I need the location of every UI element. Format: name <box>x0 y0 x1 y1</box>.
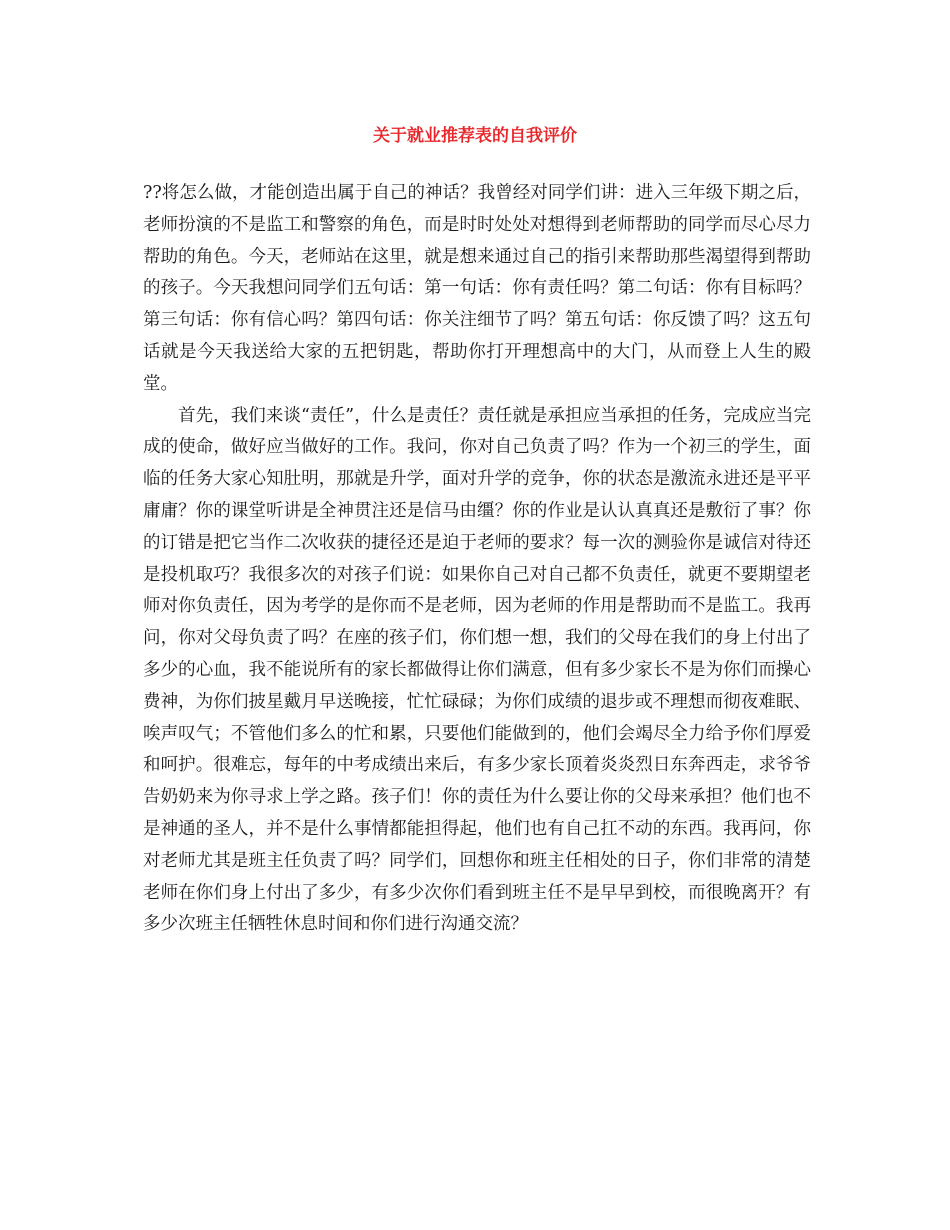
paragraph-intro: ??将怎么做，才能创造出属于自己的神话？我曾经对同学们讲：进入三年级下期之后，老师扮演的不是监工和警察的角色，而是时时处处对想得到老师帮助的同学而尽心尽力帮助的角色。今天，老师站在这里，就是想来通过自己的指引来帮助那些渴望得到帮助的孩子。今天我想问同学们五句话：第一句话：你有责任吗？第二句话：你有目标吗？第三句话：你有信心吗？第四句话：你关注细节了吗？第五句话：你反馈了吗？这五句话就是今天我送给大家的五把钥匙，帮助你打开理想高中的大门，从而登上人生的殿堂。 <box>143 183 811 394</box>
document-title: 关于就业推荐表的自我评价 <box>373 126 577 146</box>
paragraph-responsibility: 首先，我们来谈“责任”，什么是责任？责任就是承担应当承担的任务，完成应当完成的使命，做好应当做好的工作。我问，你对自己负责了吗？作为一个初三的学生，面临的任务大家心知肚明，那就是升学，面对升学的竞争，你的状态是激流永进还是平平庸庸？你的课堂听讲是全神贯注还是信马由缰？你的作业是认认真真还是敷衍了事？你的订错是把它当作二次收获的捷径还是迫于老师的要求？每一次的测验你是诚信对待还是投机取巧？我很多次的对孩子们说：如果你自己对自己都不负责任，就更不要期望老师对你负责任，因为考学的是你而不是老师，因为老师的作用是帮助而不是监工。我再问，你对父母负责了吗？在座的孩子们，你们想一想，我们的父母在我们的身上付出了多少的心血，我不能说所有的家长都做得让你们满意，但有多少家长不是为你们而操心费神，为你们披星戴月早送晚接，忙忙碌碌；为你们成绩的退步或不理想而彻夜难眠、唉声叹气；不管他们多么的忙和累，只要他们能做到的，他们会竭尽全力给予你们厚爱和呵护。很难忘，每年的中考成绩出来后，有多少家长顶着炎炎烈日东奔西走，求爷爷告奶奶来为你寻求上学之路。孩子们！你的责任为什么要让你的父母来承担？他们也不是神通的圣人，并不是什么事情都能担得起，他们也有自己扛不动的东西。我再问，你对老师尤其是班主任负责了吗？同学们，回想你和班主任相处的日子，你们非常的清楚老师在你们身上付出了多少，有多少次你们看到班主任不是早早到校，而很晚离开？有多少次班主任牺牲休息时间和你们进行沟通交流？ <box>143 405 811 935</box>
document-body <box>143 178 811 941</box>
